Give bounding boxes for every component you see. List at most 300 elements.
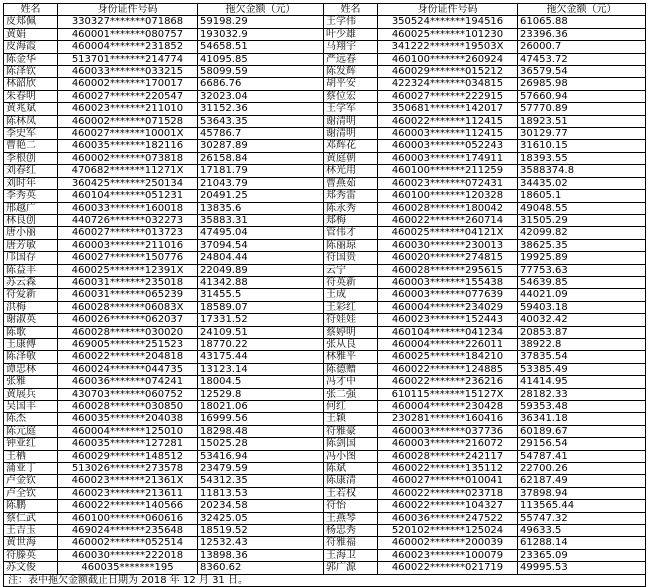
- table-row: [4, 438, 646, 450]
- table-row: [4, 264, 646, 276]
- arrears-amount-left: 193032.9: [198, 28, 324, 40]
- id-number-left: 460100*******060616: [58, 512, 198, 524]
- table-row: [4, 301, 646, 313]
- id-number-left: 460003*******211016: [58, 239, 198, 251]
- id-number-right: 460022*******112415: [378, 115, 518, 127]
- arrears-amount-left: 37094.54: [198, 239, 324, 251]
- table-row: [4, 103, 646, 115]
- arrears-amount-right: 61288.14: [518, 537, 646, 549]
- table-row: [4, 41, 646, 53]
- arrears-amount-left: 20234.58: [198, 500, 324, 512]
- id-number-left: 460023*******21361X: [58, 475, 198, 487]
- person-name-right: 陈丽琼: [324, 239, 378, 251]
- person-name-right: 谢清明: [324, 128, 378, 140]
- person-name-right: 陈发辉: [324, 66, 378, 78]
- id-number-left: 460022*******204818: [58, 351, 198, 363]
- person-name-left: 符爱新: [4, 289, 58, 301]
- table-row: [4, 289, 646, 301]
- arrears-amount-left: 18004.5: [198, 376, 324, 388]
- arrears-amount-right: 18923.51: [518, 115, 646, 127]
- person-name-left: 卢全钦: [4, 487, 58, 499]
- person-name-left: 黄世海: [4, 537, 58, 549]
- person-name-left: 陈益丰: [4, 264, 58, 276]
- arrears-amount-left: 35883.31: [198, 214, 324, 226]
- table-row: [4, 202, 646, 214]
- person-name-right: 陈斌: [324, 463, 378, 475]
- person-name-left: 吴国丰: [4, 401, 58, 413]
- id-number-left: 460002*******052514: [58, 537, 198, 549]
- id-number-right: 460022*******021719: [378, 562, 518, 574]
- arrears-amount-right: 49633.5: [518, 525, 646, 537]
- person-name-right: 王若权: [324, 487, 378, 499]
- arrears-amount-right: 40032.42: [518, 314, 646, 326]
- table-row: [4, 401, 646, 413]
- header-name-left: 姓名: [4, 4, 58, 16]
- arrears-amount-left: 13123.14: [198, 363, 324, 375]
- id-number-right: 350524*******194516: [378, 16, 518, 28]
- arrears-amount-left: 53416.94: [198, 450, 324, 462]
- arrears-amount-left: 47495.04: [198, 227, 324, 239]
- id-number-right: 460028*******180042: [378, 202, 518, 214]
- arrears-amount-right: 19925.89: [518, 252, 646, 264]
- table-row: [4, 500, 646, 512]
- person-name-right: 黄庭朝: [324, 152, 378, 164]
- arrears-amount-right: 31610.15: [518, 140, 646, 152]
- person-name-right: 符雅福: [324, 537, 378, 549]
- arrears-amount-right: 28182.33: [518, 388, 646, 400]
- arrears-amount-right: 113565.44: [518, 500, 646, 512]
- arrears-amount-right: 36341.18: [518, 413, 646, 425]
- arrears-amount-left: 54658.51: [198, 41, 324, 53]
- person-name-left: 王吉玉: [4, 525, 58, 537]
- id-number-right: 230281*******160416: [378, 413, 518, 425]
- id-number-right: 460003*******037736: [378, 425, 518, 437]
- table-row: [4, 351, 646, 363]
- person-name-left: 皮海霞: [4, 41, 58, 53]
- table-row: [4, 276, 646, 288]
- person-name-left: 蔡仁武: [4, 512, 58, 524]
- person-name-right: 王海卫: [324, 549, 378, 561]
- person-name-right: 张从良: [324, 338, 378, 350]
- id-number-left: 460030*******222018: [58, 549, 198, 561]
- arrears-amount-right: 26000.7: [518, 41, 646, 53]
- id-number-right: 460022*******260714: [378, 214, 518, 226]
- id-number-left: 460033*******033215: [58, 66, 198, 78]
- person-name-left: 谢淑英: [4, 314, 58, 326]
- person-name-left: 王康傅: [4, 338, 58, 350]
- arrears-amount-left: 17181.79: [198, 165, 324, 177]
- arrears-amount-right: 49995.53: [518, 562, 646, 574]
- arrears-amount-left: 54312.35: [198, 475, 324, 487]
- id-number-left: 460028*******030020: [58, 326, 198, 338]
- person-name-right: 林光用: [324, 165, 378, 177]
- id-number-right: 460004*******226011: [378, 338, 518, 350]
- arrears-amount-left: 24109.51: [198, 326, 324, 338]
- id-number-right: 460100*******211259: [378, 165, 518, 177]
- table-row: [4, 413, 646, 425]
- arrears-amount-right: 18393.55: [518, 152, 646, 164]
- table-row: [4, 78, 646, 90]
- id-number-left: 460004*******125010: [58, 425, 198, 437]
- arrears-amount-right: 26985.98: [518, 78, 646, 90]
- arrears-amount-left: 32023.04: [198, 90, 324, 102]
- table-row: [4, 549, 646, 561]
- person-name-left: 皮郑佩: [4, 16, 58, 28]
- person-name-right: 蔡婷明: [324, 326, 378, 338]
- table-row: [4, 128, 646, 140]
- id-number-left: 460029*******148512: [58, 450, 198, 462]
- arrears-amount-left: 59198.29: [198, 16, 324, 28]
- arrears-amount-right: 62187.49: [518, 475, 646, 487]
- id-number-left: 460033*******160018: [58, 202, 198, 214]
- id-number-right: 460023*******152443: [378, 314, 518, 326]
- id-number-left: 460027*******220547: [58, 90, 198, 102]
- arrears-amount-right: 57770.89: [518, 103, 646, 115]
- id-number-right: 460003*******052243: [378, 140, 518, 152]
- id-number-left: 470682*******11271X: [58, 165, 198, 177]
- table-row: [4, 425, 646, 437]
- table-row: [4, 152, 646, 164]
- arrears-amount-left: 30287.89: [198, 140, 324, 152]
- id-number-left: 460031*******065239: [58, 289, 198, 301]
- id-number-right: 460100*******120328: [378, 190, 518, 202]
- table-row: [4, 140, 646, 152]
- table-row: [4, 562, 646, 574]
- person-name-left: 陈杰: [4, 413, 58, 425]
- arrears-amount-left: 11813.53: [198, 487, 324, 499]
- person-name-right: 林雅平: [324, 351, 378, 363]
- id-number-left: 330327*******071868: [58, 16, 198, 28]
- id-number-left: 460035*******182116: [58, 140, 198, 152]
- arrears-amount-right: 44021.09: [518, 289, 646, 301]
- id-number-right: 460022*******023718: [378, 487, 518, 499]
- person-name-right: 陈剑国: [324, 438, 378, 450]
- id-number-left: 460002*******170017: [58, 78, 198, 90]
- person-name-left: 李史军: [4, 128, 58, 140]
- person-name-left: 李秀英: [4, 190, 58, 202]
- person-name-right: 叶少雄: [324, 28, 378, 40]
- arrears-table: [3, 3, 646, 587]
- id-number-right: 460002*******200039: [378, 537, 518, 549]
- person-name-right: 冯才中: [324, 376, 378, 388]
- person-name-left: 黄展兵: [4, 388, 58, 400]
- table-row: [4, 66, 646, 78]
- table-row: [4, 326, 646, 338]
- id-number-left: 460023*******213611: [58, 487, 198, 499]
- id-number-right: 460025*******04121X: [378, 227, 518, 239]
- id-number-left: 460027*******013723: [58, 227, 198, 239]
- person-name-left: 王栖: [4, 450, 58, 462]
- person-name-right: 杨忠秀: [324, 525, 378, 537]
- person-name-left: 陈元庭: [4, 425, 58, 437]
- id-number-left: 460024*******044735: [58, 363, 198, 375]
- table-row: [4, 227, 646, 239]
- table-row: [4, 190, 646, 202]
- id-number-right: 422324*******034815: [378, 78, 518, 90]
- arrears-amount-right: 60189.67: [518, 425, 646, 437]
- arrears-amount-left: 22049.89: [198, 264, 324, 276]
- table-row: [4, 16, 646, 28]
- arrears-amount-right: 37898.94: [518, 487, 646, 499]
- person-name-right: 云宁: [324, 264, 378, 276]
- table-row: [4, 487, 646, 499]
- person-name-right: 王学军: [324, 103, 378, 115]
- id-number-right: 460036*******247522: [378, 512, 518, 524]
- person-name-right: 符英新: [324, 276, 378, 288]
- arrears-amount-right: 3588374.8: [518, 165, 646, 177]
- arrears-amount-left: 31152.36: [198, 103, 324, 115]
- arrears-amount-left: 41095.85: [198, 53, 324, 65]
- arrears-amount-left: 18021.06: [198, 401, 324, 413]
- arrears-amount-left: 18519.52: [198, 525, 324, 537]
- id-number-right: 460027*******222915: [378, 90, 518, 102]
- id-number-left: 460022*******140566: [58, 500, 198, 512]
- arrears-amount-left: 6686.76: [198, 78, 324, 90]
- id-number-right: 460029*******015212: [378, 66, 518, 78]
- id-number-left: 460035*******195: [58, 562, 198, 574]
- arrears-amount-right: 55747.32: [518, 512, 646, 524]
- id-number-right: 460027*******010041: [378, 475, 518, 487]
- person-name-left: 林韶欣: [4, 78, 58, 90]
- person-name-left: 苏云森: [4, 276, 58, 288]
- arrears-amount-right: 54787.41: [518, 450, 646, 462]
- id-number-right: 520102*******125024: [378, 525, 518, 537]
- id-number-right: 460003*******112415: [378, 128, 518, 140]
- id-number-left: 460025*******12391X: [58, 264, 198, 276]
- id-number-left: 460004*******231852: [58, 41, 198, 53]
- table-row: [4, 388, 646, 400]
- person-name-right: 胡平安: [324, 78, 378, 90]
- arrears-amount-right: 57660.94: [518, 90, 646, 102]
- arrears-amount-left: 18298.48: [198, 425, 324, 437]
- table-row: [4, 53, 646, 65]
- id-number-right: 460023*******072431: [378, 177, 518, 189]
- person-name-left: 谭忠林: [4, 363, 58, 375]
- arrears-amount-right: 29156.54: [518, 438, 646, 450]
- id-number-left: 460027*******10001X: [58, 128, 198, 140]
- arrears-amount-left: 18770.22: [198, 338, 324, 350]
- header-name-right: 姓名: [324, 4, 378, 16]
- table-row: [4, 314, 646, 326]
- table-row: [4, 90, 646, 102]
- person-name-left: 唐芳敏: [4, 239, 58, 251]
- id-number-left: 513026*******273578: [58, 463, 198, 475]
- id-number-right: 460022*******124885: [378, 363, 518, 375]
- person-name-left: 符滕英: [4, 549, 58, 561]
- person-name-left: 陈泽钦: [4, 66, 58, 78]
- id-number-right: 460025*******101230: [378, 28, 518, 40]
- person-name-left: 李根创: [4, 152, 58, 164]
- arrears-amount-right: 49048.55: [518, 202, 646, 214]
- person-name-right: 邓辉花: [324, 140, 378, 152]
- table-row: [4, 338, 646, 350]
- person-name-right: 张二强: [324, 388, 378, 400]
- arrears-amount-left: 58099.59: [198, 66, 324, 78]
- arrears-amount-right: 59403.18: [518, 301, 646, 313]
- arrears-amount-right: 30129.77: [518, 128, 646, 140]
- arrears-amount-left: 45786.7: [198, 128, 324, 140]
- header-id-left: 身份证件号码: [58, 4, 198, 16]
- person-name-right: 曹燕茹: [324, 177, 378, 189]
- arrears-amount-left: 26158.84: [198, 152, 324, 164]
- arrears-amount-left: 16999.56: [198, 413, 324, 425]
- footnote: 注：表中拖欠金额截止日期为 2018 年 12 月 31 日。: [4, 574, 646, 586]
- table-row: [4, 214, 646, 226]
- table-row: [4, 376, 646, 388]
- id-number-left: 460035*******204038: [58, 413, 198, 425]
- arrears-amount-left: 31455.5: [198, 289, 324, 301]
- arrears-amount-right: 59353.48: [518, 401, 646, 413]
- arrears-amount-left: 18589.07: [198, 301, 324, 313]
- arrears-amount-right: 22700.26: [518, 463, 646, 475]
- id-number-right: 460004*******230428: [378, 401, 518, 413]
- person-name-right: 谢清明: [324, 115, 378, 127]
- arrears-amount-right: 38922.8: [518, 338, 646, 350]
- id-number-left: 460028*******030850: [58, 401, 198, 413]
- table-row: [4, 239, 646, 251]
- id-number-right: 460022*******104327: [378, 500, 518, 512]
- person-name-left: 陈歌: [4, 326, 58, 338]
- person-name-right: 郑秀雷: [324, 190, 378, 202]
- person-name-left: 卢金钦: [4, 475, 58, 487]
- person-name-left: 陈金华: [4, 53, 58, 65]
- arrears-amount-left: 24804.44: [198, 252, 324, 264]
- id-number-right: 460028*******295615: [378, 264, 518, 276]
- table-row: [4, 537, 646, 549]
- arrears-amount-right: 31505.29: [518, 214, 646, 226]
- person-name-right: 蔡位宏: [324, 90, 378, 102]
- person-name-left: 苏文俊: [4, 562, 58, 574]
- arrears-amount-left: 41342.88: [198, 276, 324, 288]
- person-name-right: 陈康清: [324, 475, 378, 487]
- person-name-right: 何红: [324, 401, 378, 413]
- arrears-amount-left: 20491.25: [198, 190, 324, 202]
- id-number-right: 460100*******260924: [378, 53, 518, 65]
- arrears-amount-right: 23365.09: [518, 549, 646, 561]
- person-name-right: 符怡: [324, 500, 378, 512]
- id-number-right: 610115*******15127X: [378, 388, 518, 400]
- person-name-left: 刘春红: [4, 165, 58, 177]
- person-name-right: 符国贵: [324, 252, 378, 264]
- id-number-left: 360425*******250134: [58, 177, 198, 189]
- id-number-left: 460028*******06083X: [58, 301, 198, 313]
- id-number-right: 460003*******155438: [378, 276, 518, 288]
- arrears-amount-right: 37835.54: [518, 351, 646, 363]
- id-number-left: 460002*******073818: [58, 152, 198, 164]
- arrears-amount-right: 41414.95: [518, 376, 646, 388]
- arrears-amount-right: 54639.85: [518, 276, 646, 288]
- table-row: [4, 252, 646, 264]
- arrears-amount-right: 23396.36: [518, 28, 646, 40]
- person-name-right: 符雅豪: [324, 425, 378, 437]
- id-number-right: 460022*******135112: [378, 463, 518, 475]
- id-number-left: 460031*******235018: [58, 276, 198, 288]
- arrears-amount-right: 18605.1: [518, 190, 646, 202]
- arrears-amount-left: 13835.6: [198, 202, 324, 214]
- id-number-right: 460003*******174911: [378, 152, 518, 164]
- arrears-amount-right: 47453.72: [518, 53, 646, 65]
- table-row: [4, 363, 646, 375]
- person-name-left: 刘时年: [4, 177, 58, 189]
- id-number-right: 460004*******234029: [378, 301, 518, 313]
- id-number-right: 460025*******184210: [378, 351, 518, 363]
- id-number-left: 469024*******235648: [58, 525, 198, 537]
- person-name-right: 陈永秀: [324, 202, 378, 214]
- table-row: [4, 450, 646, 462]
- arrears-amount-right: 34435.02: [518, 177, 646, 189]
- id-number-left: 513701*******214774: [58, 53, 198, 65]
- arrears-amount-left: 12529.8: [198, 388, 324, 400]
- person-name-right: 王成: [324, 289, 378, 301]
- person-name-right: 郭广源: [324, 562, 378, 574]
- table-body: [4, 4, 646, 587]
- person-name-left: 洪梅: [4, 301, 58, 313]
- id-number-right: 460104*******041234: [378, 326, 518, 338]
- person-name-left: 朱春明: [4, 90, 58, 102]
- person-name-right: 管伟才: [324, 227, 378, 239]
- id-number-left: 460036*******074241: [58, 376, 198, 388]
- person-name-left: 唐小丽: [4, 227, 58, 239]
- person-name-right: 王学伟: [324, 16, 378, 28]
- arrears-amount-right: 36579.54: [518, 66, 646, 78]
- person-name-left: 钟亚红: [4, 438, 58, 450]
- table-row: [4, 28, 646, 40]
- person-name-left: 张雅: [4, 376, 58, 388]
- person-name-right: 冯小图: [324, 450, 378, 462]
- arrears-amount-left: 13898.36: [198, 549, 324, 561]
- person-name-right: 郑梅: [324, 214, 378, 226]
- person-name-right: 马翔宇: [324, 41, 378, 53]
- arrears-amount-right: 61065.88: [518, 16, 646, 28]
- arrears-amount-left: 17331.52: [198, 314, 324, 326]
- header-id-right: 身份证件号码: [378, 4, 518, 16]
- arrears-amount-left: 43175.44: [198, 351, 324, 363]
- table-row: [4, 475, 646, 487]
- id-number-right: 460022*******236216: [378, 376, 518, 388]
- table-row: [4, 165, 646, 177]
- id-number-left: 460035*******127281: [58, 438, 198, 450]
- person-name-left: 蒲亚丁: [4, 463, 58, 475]
- person-name-left: 陈林凤: [4, 115, 58, 127]
- person-name-left: 黄兆斌: [4, 103, 58, 115]
- id-number-left: 460023*******211010: [58, 103, 198, 115]
- id-number-left: 460001*******080757: [58, 28, 198, 40]
- arrears-amount-left: 15025.28: [198, 438, 324, 450]
- arrears-amount-left: 21043.79: [198, 177, 324, 189]
- arrears-amount-left: 32425.05: [198, 512, 324, 524]
- person-name-left: 林良创: [4, 214, 58, 226]
- header-amount-left: 拖欠金额（元）: [198, 4, 324, 16]
- id-number-right: 341222*******19503X: [378, 41, 518, 53]
- person-name-right: 严远春: [324, 53, 378, 65]
- person-name-right: 王颖: [324, 413, 378, 425]
- arrears-amount-right: 77753.63: [518, 264, 646, 276]
- id-number-left: 440726*******032273: [58, 214, 198, 226]
- person-name-left: 曹艳二: [4, 140, 58, 152]
- id-number-right: 460003*******216072: [378, 438, 518, 450]
- arrears-amount-right: 38625.35: [518, 239, 646, 251]
- arrears-amount-left: 12532.43: [198, 537, 324, 549]
- arrears-amount-left: 8360.62: [198, 562, 324, 574]
- id-number-left: 460027*******150776: [58, 252, 198, 264]
- id-number-right: 460030*******230013: [378, 239, 518, 251]
- arrears-amount-right: 20853.87: [518, 326, 646, 338]
- id-number-left: 460026*******062037: [58, 314, 198, 326]
- arrears-amount-right: 42099.82: [518, 227, 646, 239]
- footnote-row: [4, 574, 646, 586]
- person-name-left: 陈泽敬: [4, 351, 58, 363]
- person-name-right: 王燕琴: [324, 512, 378, 524]
